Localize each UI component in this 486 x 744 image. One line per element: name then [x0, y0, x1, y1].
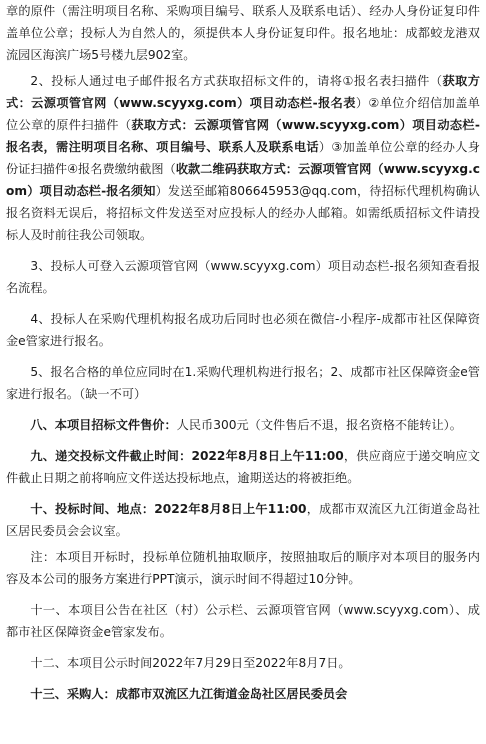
- text-run-bold: 获取方式：云源项管官网（www.scyyxg.com）项目动态栏-报名表: [6, 74, 480, 110]
- text-run: 章的原件（需注明项目名称、采购项目编号、联系人及联系电话）、经办人身份证复印件盖单位公章；投标人为自然人的，须提供本人身份证复印件。报名地址：成都蛟龙港双流园区海滨广场5号楼九层902室。: [6, 4, 480, 62]
- text-run-bold: 八、本项目招标文件售价：: [30, 418, 177, 432]
- text-run-bold: 收款二维码获取方式：云源项管官网（www.scyyxg.com）项目动态栏-报名须知: [6, 162, 480, 198]
- paragraph-section-9-deadline: [6, 445, 480, 489]
- paragraph-section-13-purchaser: [6, 683, 480, 705]
- text-run: ）③加盖单位公章的经办人身份证扫描件④报名费缴纳截图（: [6, 140, 480, 176]
- paragraph-section-12-period: [6, 652, 480, 674]
- text-run-bold: 获取方式：云源项管官网（www.scyyxg.com）项目动态栏-报名表，需注明项目名称、项目编号、联系人及联系电话: [6, 118, 480, 154]
- paragraph-section-11-publish: [6, 599, 480, 643]
- text-run-bold: 十三、采购人：: [30, 687, 116, 701]
- text-run: ）发送至邮箱806645953@qq.com，待招标代理机构确认报名资料无误后，将招标文件发送至对应投标人的经办人邮箱。如需纸质招标文件请投标人及时前往我公司领取。: [6, 184, 480, 242]
- paragraph-item-4-miniprogram: [6, 308, 480, 352]
- text-run: 3、投标人可登入云源项管官网（www.scyyxg.com）项目动态栏-报名须知查看报名流程。: [6, 259, 480, 295]
- text-run-bold: 成都市双流区九江街道金岛社区居民委员会: [115, 687, 348, 701]
- paragraph-address-continuation: [6, 0, 480, 66]
- paragraph-item-2-email-signup: [6, 70, 480, 246]
- paragraph-item-3-login: [6, 255, 480, 299]
- paragraph-section-8-price: [6, 414, 480, 436]
- text-run: 十二、本项目公示时间2022年7月29日至2022年8月7日。: [30, 656, 351, 670]
- text-run-bold: 九、递交投标文件截止时间：2022年8月8日上午11:00: [30, 449, 344, 463]
- text-run: 2、投标人通过电子邮件报名方式获取招标文件的，请将①报名表扫描件（: [30, 74, 443, 88]
- paragraph-item-5-both-channels: [6, 361, 480, 405]
- text-run: 人民币300元（文件售后不退，报名资格不能转让）。: [176, 418, 462, 432]
- text-run: ，供应商应于递交响应文件截止日期之前将响应文件送达投标地点，逾期送达的将被拒绝。: [6, 449, 480, 485]
- text-run: 十一、本项目公告在社区（村）公示栏、云源项管官网（www.scyyxg.com）、成都市社区保障资金e管家发布。: [6, 603, 480, 639]
- paragraph-section-10-place: [6, 498, 480, 542]
- text-run-bold: 十、投标时间、地点：2022年8月8日上午11:00: [30, 502, 307, 516]
- text-run: 4、投标人在采购代理机构报名成功后同时也必须在微信-小程序-成都市社区保障资金e管家进行报名。: [6, 312, 480, 348]
- text-run: 5、报名合格的单位应同时在1.采购代理机构进行报名；2、成都市社区保障资金e管家进行报名。（缺一不可）: [6, 365, 480, 401]
- text-run: ，成都市双流区九江街道金岛社区居民委员会会议室。: [6, 502, 480, 538]
- text-run: 注：本项目开标时，投标单位随机抽取顺序，按照抽取后的顺序对本项目的服务内容及本公司的服务方案进行PPT演示，演示时间不得超过10分钟。: [6, 550, 480, 586]
- text-run: ）②单位介绍信加盖单位公章的原件扫描件（: [6, 96, 480, 132]
- paragraph-note-presentation: [6, 546, 480, 590]
